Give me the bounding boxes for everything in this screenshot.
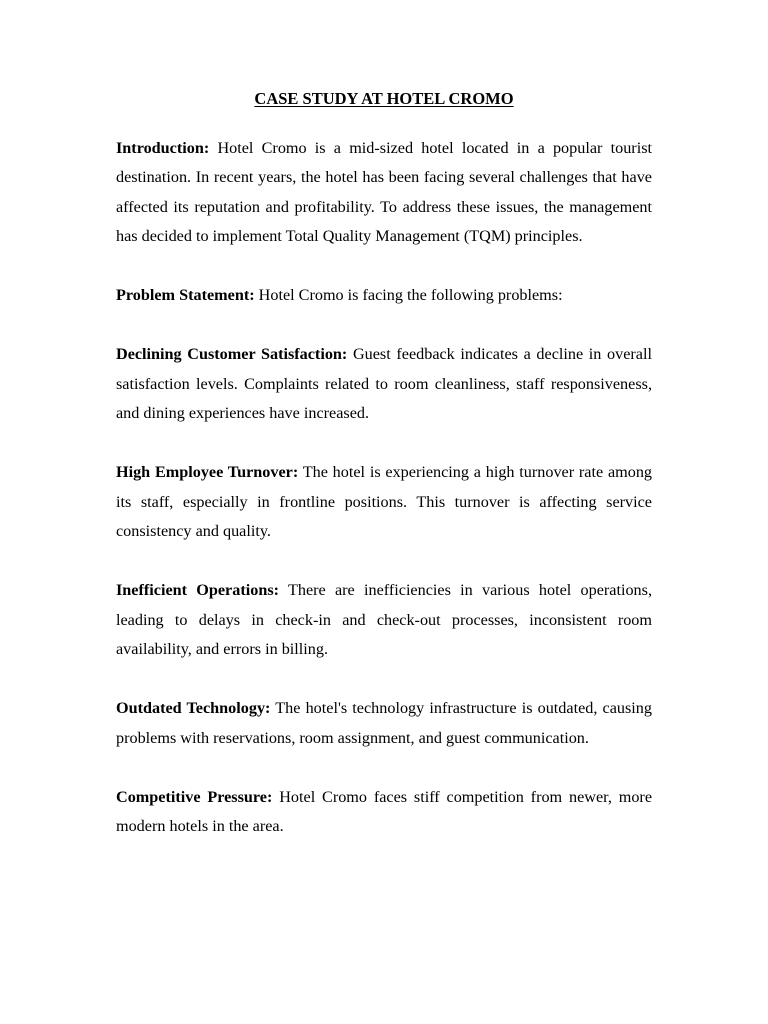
paragraph-competitive-pressure: [116, 783, 652, 842]
paragraph-declining-customer-satisfaction: [116, 340, 652, 429]
paragraph-text: There are inefficiencies in various hotel operations, leading to delays in check-in and check-out processes, inconsistent room availability, and errors in billing.: [116, 581, 652, 658]
paragraph-outdated-technology: [116, 694, 652, 753]
paragraph-text: Hotel Cromo is a mid-sized hotel located in a popular tourist destination. In recent years, the hotel has been facing several challenges that have affected its reputation and profitability. To address these issues, the management has decided to implement Total Quality Management (TQM) principles.: [116, 138, 652, 245]
paragraph-text: Guest feedback indicates a decline in overall satisfaction levels. Complaints related to room cleanliness, staff responsiveness, and dining experiences have increased.: [116, 345, 652, 422]
paragraph-heading: Outdated Technology:: [116, 699, 271, 717]
paragraph-text: Hotel Cromo faces stiff competition from newer, more modern hotels in the area.: [116, 787, 653, 835]
paragraph-text: The hotel's technology infrastructure is outdated, causing problems with reservations, room assignment, and guest communication.: [116, 699, 652, 747]
paragraph-high-employee-turnover: [116, 458, 652, 547]
paragraph-text: Hotel Cromo is facing the following problems:: [254, 286, 563, 304]
paragraph-introduction: [116, 134, 652, 252]
document-title: CASE STUDY AT HOTEL CROMO: [254, 89, 514, 108]
paragraph-heading: High Employee Turnover:: [116, 463, 299, 481]
paragraph-heading: Introduction:: [116, 138, 210, 157]
paragraph-heading: Competitive Pressure:: [116, 787, 273, 806]
paragraph-heading: Inefficient Operations:: [116, 581, 280, 599]
paragraph-problem-statement: [116, 281, 652, 311]
paragraph-text: The hotel is experiencing a high turnover rate among its staff, especially in frontline positions. This turnover is affecting service consistency and quality.: [116, 463, 653, 540]
paragraph-heading: Declining Customer Satisfaction:: [116, 345, 348, 363]
document-body: [116, 84, 652, 842]
paragraph-heading: Problem Statement:: [116, 286, 255, 304]
paragraph-inefficient-operations: [116, 576, 652, 665]
